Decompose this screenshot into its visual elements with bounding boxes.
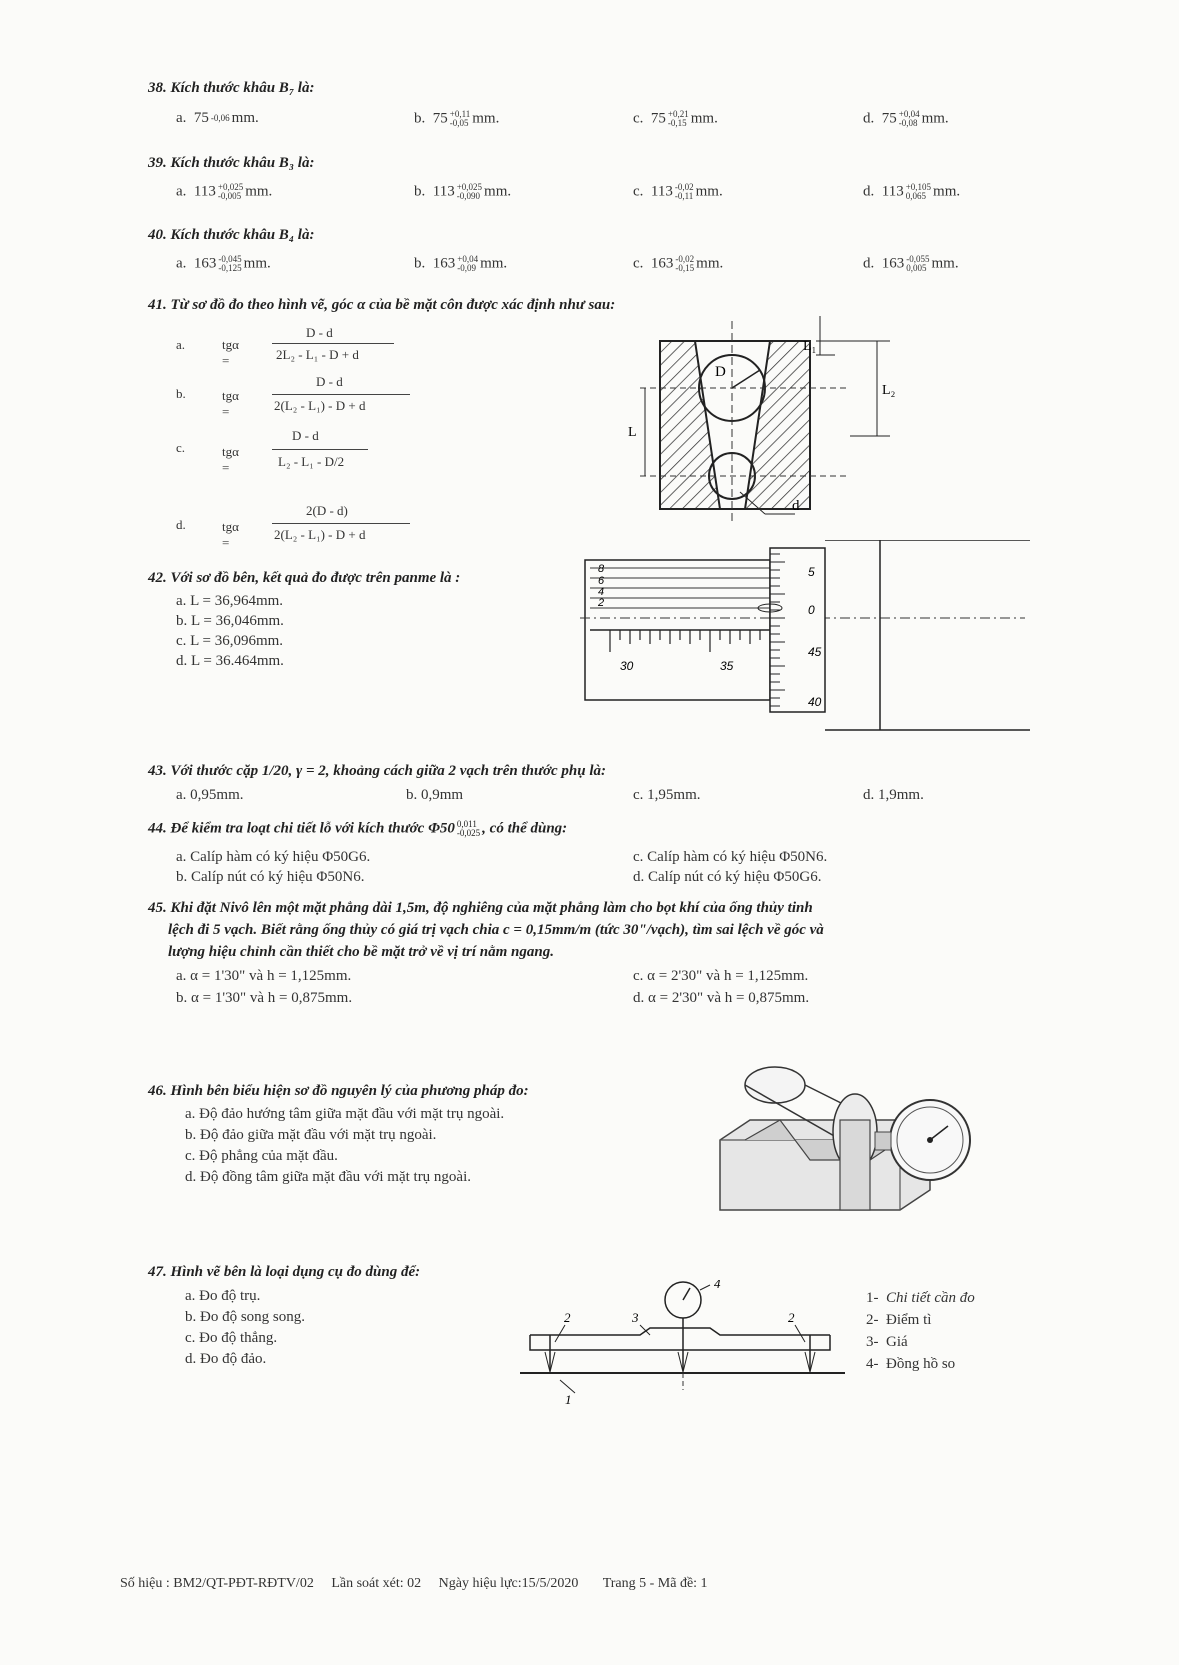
question-40: 40. Kích thước khâu B₄ là: xyxy=(148,227,315,243)
option-46c: c. Độ phẳng của mặt đầu. xyxy=(185,1148,338,1164)
parallelism-gauge-diagram xyxy=(520,1280,850,1410)
option-38b: b. 75 +0,11 -0,05 mm. xyxy=(414,109,500,128)
option-45b: b. α = 1'30" và h = 0,875mm. xyxy=(176,990,353,1006)
footer-code: Số hiệu : BM2/QT-PĐT-RĐTV/02 xyxy=(120,1576,314,1591)
option-40a: a. 163 -0,045 -0,125 mm. xyxy=(176,254,271,273)
legend-item-3: 3- Giá xyxy=(866,1334,908,1350)
option-47a: a. Đo độ trụ. xyxy=(185,1288,261,1304)
question-38: 38. Kích thước khâu B₇ là: xyxy=(148,80,315,96)
vernier-8: 8 xyxy=(598,563,605,575)
question-44: 44. Để kiểm tra loạt chi tiết lỗ với kích thước Φ50 0,011 -0,025 , có thể dùng: xyxy=(148,819,568,838)
option-40c: c. 163 -0,02 -0,15 mm. xyxy=(633,254,724,273)
label-2-right: 2 xyxy=(788,1310,795,1325)
vernier-6: 6 xyxy=(598,575,605,587)
option-43d: d. 1,9mm. xyxy=(863,787,924,803)
legend-item-2: 2- Điểm tì xyxy=(866,1312,932,1328)
option-39d: d. 113 +0,105 0,065 mm. xyxy=(863,182,961,201)
label-3: 3 xyxy=(632,1310,639,1325)
vernier-2: 2 xyxy=(598,597,605,609)
vernier-4: 4 xyxy=(598,586,605,598)
option-45c: c. α = 2'30" và h = 1,125mm. xyxy=(633,968,809,984)
option-46a: a. Độ đảo hướng tâm giữa mặt đầu với mặt trụ ngoài. xyxy=(185,1106,505,1122)
option-44b: b. Calíp nút có ký hiệu Φ50N6. xyxy=(176,869,365,885)
footer-page: Trang 5 - Mã đề: 1 xyxy=(602,1576,708,1591)
thimble-0: 0 xyxy=(808,603,815,617)
option-42b: b. L = 36,046mm. xyxy=(176,613,284,629)
option-42c: c. L = 36,096mm. xyxy=(176,633,284,649)
thimble-45: 45 xyxy=(808,645,822,659)
option-47b: b. Đo độ song song. xyxy=(185,1309,306,1325)
thimble-40: 40 xyxy=(808,695,822,709)
label-L: L xyxy=(628,425,637,440)
label-1: 1 xyxy=(565,1392,572,1407)
taper-hole-diagram xyxy=(620,316,920,526)
question-47: 47. Hình vẽ bên là loại dụng cụ đo dùng để: xyxy=(148,1264,421,1280)
question-46: 46. Hình bên biểu hiện sơ đồ nguyên lý của phương pháp đo: xyxy=(148,1083,529,1099)
option-38a: a. 75 -0,06 mm. xyxy=(176,110,259,126)
vblock-dial-diagram xyxy=(700,1060,980,1230)
legend-item-1: 1- Chi tiết cần đo xyxy=(866,1290,975,1306)
footer-revision: Lần soát xét: 02 xyxy=(331,1576,422,1591)
option-43c: c. 1,95mm. xyxy=(633,787,701,803)
option-42d: d. L = 36.464mm. xyxy=(176,653,284,669)
main-30: 30 xyxy=(620,659,634,673)
label-L1: L₁ xyxy=(803,339,817,354)
label-4: 4 xyxy=(714,1280,721,1291)
option-46d: d. Độ đồng tâm giữa mặt đầu với mặt trụ ngoài. xyxy=(185,1169,472,1185)
legend-item-4: 4- Đồng hồ so xyxy=(866,1356,956,1372)
option-45d: d. α = 2'30" và h = 0,875mm. xyxy=(633,990,810,1006)
label-d: d xyxy=(792,498,800,514)
question-43: 43. Với thước cặp 1/20, γ = 2, khoảng cách giữa 2 vạch trên thước phụ là: xyxy=(148,763,606,779)
option-42a: a. L = 36,964mm. xyxy=(176,593,284,609)
option-45a: a. α = 1'30" và h = 1,125mm. xyxy=(176,968,352,984)
question-45-line3: lượng hiệu chỉnh cần thiết cho bề mặt trở về vị trí nằm ngang. xyxy=(168,944,554,960)
option-39b: b. 113 +0,025 -0,090 mm. xyxy=(414,182,512,201)
option-43b: b. 0,9mm xyxy=(406,787,464,803)
option-47c: c. Đo độ thẳng. xyxy=(185,1330,278,1346)
option-44d: d. Calíp nút có ký hiệu Φ50G6. xyxy=(633,869,822,885)
option-38d: d. 75 +0,04 -0,08 mm. xyxy=(863,109,949,128)
option-38c: c. 75 +0,21 -0,15 mm. xyxy=(633,109,718,128)
option-46b: b. Độ đảo giữa mặt đầu với mặt trụ ngoài. xyxy=(185,1127,437,1143)
option-39a: a. 113 +0,025 -0,005 mm. xyxy=(176,182,273,201)
question-39: 39. Kích thước khâu B₃ là: xyxy=(148,155,315,171)
thimble-5: 5 xyxy=(808,565,815,579)
footer-date: Ngày hiệu lực:15/5/2020 xyxy=(438,1576,579,1591)
label-L2: L₂ xyxy=(882,383,896,398)
main-35: 35 xyxy=(720,659,734,673)
micrometer-diagram xyxy=(580,540,1030,740)
option-43a: a. 0,95mm. xyxy=(176,787,244,803)
question-45-line1: 45. Khi đặt Nivô lên một mặt phẳng dài 1,5m, độ nghiêng của mặt phẳng làm cho bọt khí của ống thủy tinh xyxy=(148,900,813,916)
label-2-left: 2 xyxy=(564,1310,571,1325)
option-40b: b. 163 +0,04 -0,09 mm. xyxy=(414,254,508,273)
option-44c: c. Calíp hàm có ký hiệu Φ50N6. xyxy=(633,849,828,865)
question-42: 42. Với sơ đồ bên, kết quả đo được trên panme là : xyxy=(148,570,461,586)
page-footer xyxy=(120,1576,708,1592)
label-D: D xyxy=(715,364,726,380)
question-41: 41. Từ sơ đồ đo theo hình vẽ, góc α của bề mặt côn được xác định như sau: xyxy=(148,297,616,313)
option-40d: d. 163 -0,055 0,005 mm. xyxy=(863,254,959,273)
option-44a: a. Calíp hàm có ký hiệu Φ50G6. xyxy=(176,849,371,865)
question-45-line2: lệch đi 5 vạch. Biết rằng ống thủy có giá trị vạch chia c = 0,15mm/m (tức 30"/vạch), tìm sai lệch về góc và xyxy=(168,922,824,938)
option-39c: c. 113 -0,02 -0,11 mm. xyxy=(633,182,723,201)
option-47d: d. Đo độ đảo. xyxy=(185,1351,267,1367)
